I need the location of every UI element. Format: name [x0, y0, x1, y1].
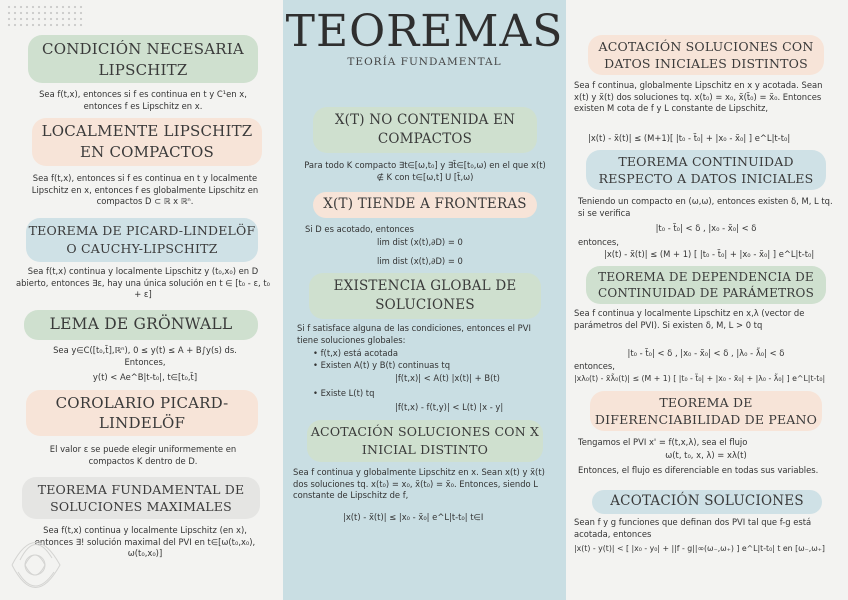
section-body-dependencia-parametros: Sea f continua y localmente Lipschitz en x,λ (vector de parámetros del PVI). Si existen δ, M, L > 0 tq: [574, 308, 805, 330]
section-title-peano: TEOREMA DE DIFERENCIABILIDAD DE PEANO: [590, 391, 822, 431]
section-body-no-contenida: Para todo K compacto ∃t∈[ω,t₀] y ∃t̄∈[t₀,ω) en el que x(t) ∉ K con t∈[ω,t] U [t̄,ω): [304, 160, 546, 182]
section-body-peano-1: Tengamos el PVI x' = f(t,x,λ), sea el flujo: [578, 437, 748, 447]
formula-dependencia: |xλ₀(t) - x̃λ̃₀(t)| ≤ (M + 1) [ |t₀ - t̃₀| + |x₀ - x̃₀| + |λ₀ - λ̃₀| ] e^L|t-t₀|: [574, 374, 826, 383]
middle-column: [283, 0, 566, 600]
section-body-localmente-lipschitz: Sea f(t,x), entonces si f es continua en t y localmente Lipschitz en x, entonces f es globalmente Lipschitz en compactos D ⊂ ℝ x ℝⁿ.: [31, 173, 259, 207]
section-title-corolario: COROLARIO PICARD-LINDELÖF: [26, 390, 258, 436]
section-title-localmente-lipschitz: LOCALMENTE LIPSCHITZ EN COMPACTOS: [32, 118, 262, 166]
section-body-soluciones-maximales: Sea f(t,x) continua y localmente Lipschitz (en x), entonces ∃! solución maximal del PVI en t∈[ω(t₀,x₀), ω(t₀,x₀)]: [34, 525, 256, 559]
dot-pattern: [6, 4, 86, 30]
page-title: TEOREMAS: [285, 6, 564, 57]
formula-datos-iniciales-distintos: |x(t) - x̃(t)| ≤ (M+1)[ |t₀ - t̃₀| + |x₀ - x̃₀| ] e^L|t-t₀|: [588, 133, 791, 143]
list-item: • Existe L(t) tq: [313, 388, 543, 400]
formula-continuidad-condition: |t₀ - t̃₀| < δ , |x₀ - x̃₀| < δ: [655, 223, 757, 233]
list-item: • Existen A(t) y B(t) continuas tq: [313, 360, 543, 372]
section-body-continuidad: Teniendo un compacto en (ω,ω), entonces existen δ, M, L tq. si se verifica: [578, 196, 833, 218]
formula-x-inicial-distinto: |x(t) - x̃(t)| ≤ |x₀ - x̃₀| e^L|t-t₀| t∈I: [343, 512, 484, 522]
section-body-acotacion-soluciones: Sean f y g funciones que definan dos PVI tal que f-g está acotada, entonces: [574, 517, 812, 539]
section-title-datos-iniciales-distintos: ACOTACIÓN SOLUCIONES CON DATOS INICIALES DISTINTOS: [588, 35, 824, 75]
section-body-x-inicial-distinto: Sea f continua y globalmente Lipschitz en x. Sean x(t) y x̃(t) dos soluciones tq. x(t₀) = x₀, x̃(t₀) = x̃₀. Entonces, siendo L constante de Lipschitz de f,: [293, 467, 545, 501]
conditions-list-2: [313, 388, 543, 400]
formula-dependencia-condition: |t₀ - t̃₀| < δ , |x₀ - x̃₀| < δ , |λ₀ - λ̃₀| < δ: [627, 348, 785, 358]
page-subtitle: TEORÍA FUNDAMENTAL: [347, 56, 502, 68]
formula-acotacion-soluciones: |x(t) - y(t)| < [ |x₀ - y₀| + ||f - g||∞(ω₋,ω₊) ] e^L|t-t₀| t en [ω₋,ω₊]: [574, 544, 825, 553]
section-body-fronteras: Si D es acotado, entonces: [305, 224, 414, 234]
right-column: [566, 0, 848, 600]
section-title-picard-lindelof: TEOREMA DE PICARD-LINDELÖF O CAUCHY-LIPSCHITZ: [26, 218, 258, 262]
section-body-peano-2: Entonces, el flujo es diferenciable en todas sus variables.: [578, 465, 819, 475]
text-entonces-continuidad: entonces,: [578, 237, 619, 247]
formula-existencia-2: |f(t,x) - f(t,y)| < L(t) |x - y|: [395, 402, 504, 412]
conditions-list: [313, 348, 543, 371]
formula-limit-1: lim dist (x(t),∂D) = 0: [377, 237, 463, 247]
section-body-existencia-global: Si f satisface alguna de las condiciones, entonces el PVI tiene soluciones globales:: [297, 323, 531, 345]
section-title-fronteras: X(T) TIENDE A FRONTERAS: [313, 192, 537, 218]
list-item: • f(t,x) está acotada: [313, 348, 543, 360]
formula-peano: ω(t, t₀, x, λ) = xλ(t): [665, 450, 747, 460]
rose-decoration-icon: [0, 520, 80, 600]
text-entonces-dependencia: entonces,: [574, 361, 615, 371]
section-title-dependencia-parametros: TEOREMA DE DEPENDENCIA DE CONTINUIDAD DE PARÁMETROS: [586, 266, 826, 304]
section-body-gronwall: Sea y∈C([t₀,t̄],ℝⁿ), 0 ≤ y(t) ≤ A + B∫y(s) ds. Entonces,: [53, 345, 237, 367]
section-title-continuidad: TEOREMA CONTINUIDAD RESPECTO A DATOS INICIALES: [586, 150, 826, 190]
section-body-picard-lindelof: Sea f(t,x) continua y localmente Lipschitz y (t₀,x₀) en D abierto, entonces ∃ε, hay una única solución en t ∈ [t₀ - ε, t₀ + ε]: [16, 266, 270, 300]
section-body-corolario: El valor ε se puede elegir uniformemente en compactos K dentro de D.: [49, 444, 237, 466]
section-title-existencia-global: EXISTENCIA GLOBAL DE SOLUCIONES: [309, 273, 541, 319]
section-title-x-inicial-distinto: ACOTACIÓN SOLUCIONES CON X INICIAL DISTINTO: [307, 420, 543, 462]
formula-limit-2: lim dist (x(t),∂D) = 0: [377, 256, 463, 266]
section-title-soluciones-maximales: TEOREMA FUNDAMENTAL DE SOLUCIONES MAXIMALES: [22, 477, 260, 519]
section-title-condicion-lipschitz: CONDICIÓN NECESARIA LIPSCHITZ: [28, 35, 258, 83]
section-body-datos-iniciales-distintos: Sea f continua, globalmente Lipschitz en x y acotada. Sean x(t) y x̃(t) dos soluciones tq. x(t₀) = x₀, x̃(t̃₀) = x̃₀. Entonces existen M cota de f y L constante de Lipschitz,: [574, 80, 823, 114]
formula-continuidad: |x(t) - x̃(t)| ≤ (M + 1) [ |t₀ - t̃₀| + |x₀ - x̃₀| ] e^L|t-t₀|: [604, 249, 815, 259]
left-column: [0, 0, 283, 600]
section-title-gronwall: LEMA DE GRÖNWALL: [24, 310, 258, 340]
formula-existencia-1: |f(t,x)| < A(t) |x(t)| + B(t): [395, 373, 500, 383]
section-title-no-contenida: X(T) NO CONTENIDA EN COMPACTOS: [313, 107, 537, 153]
formula-gronwall: y(t) < Ae^B|t-t₀|, t∈[t₀,t̄]: [92, 372, 198, 382]
section-title-acotacion-soluciones: ACOTACIÓN SOLUCIONES: [592, 490, 822, 514]
section-body-condicion-lipschitz: Sea f(t,x), entonces si f es continua en t y C¹en x, entonces f es Lipschitz en x.: [39, 89, 247, 111]
